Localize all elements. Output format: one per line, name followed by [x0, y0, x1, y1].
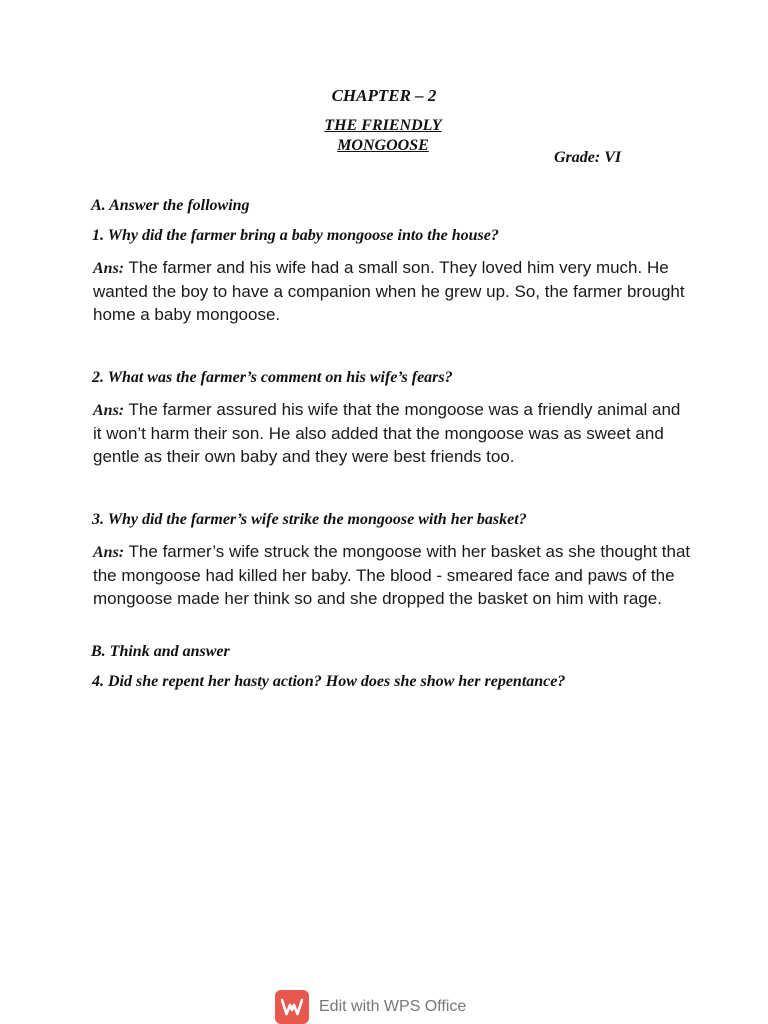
question-3: 3. Why did the farmer’s wife strike the mongoose with her basket? — [92, 511, 527, 528]
wps-logo-icon — [275, 990, 309, 1024]
question-2: 2. What was the farmer’s comment on his wife’s fears? — [92, 369, 453, 386]
answer-3 — [93, 540, 693, 610]
answer-1 — [93, 256, 693, 326]
section-b-heading: B. Think and answer — [91, 643, 230, 660]
page-title — [298, 116, 468, 156]
answer-2-text: The farmer assured his wife that the mongoose was a friendly animal and it won’t harm their son. He also added that the mongoose was as sweet and gentle as their own baby and they were best friends too. — [93, 400, 681, 466]
answer-2 — [93, 398, 693, 468]
wps-label: Edit with WPS Office — [319, 998, 467, 1015]
answer-3-text: The farmer’s wife struck the mongoose with her basket as she thought that the mongoose had killed her baby. The blood - smeared face and paws of the mongoose made her think so and she dropped the basket on him with rage. — [93, 542, 691, 608]
grade-label: Grade: VI — [554, 149, 622, 166]
chapter-heading — [0, 86, 768, 106]
ans-label: Ans: — [93, 402, 125, 419]
edit-with-wps-button[interactable] — [275, 990, 466, 1024]
section-a-heading: A. Answer the following — [91, 197, 250, 214]
answer-1-text: The farmer and his wife had a small son. They loved him very much. He wanted the boy to have a companion when he grew up. So, the farmer brought home a baby mongoose. — [93, 258, 685, 324]
chapter-text: CHAPTER – 2 — [331, 86, 437, 105]
ans-label: Ans: — [93, 260, 125, 277]
title-line-2: MONGOOSE — [337, 137, 429, 154]
title-line-1: THE FRIENDLY — [324, 117, 442, 134]
ans-label: Ans: — [93, 544, 125, 561]
question-1: 1. Why did the farmer bring a baby mongoose into the house? — [92, 227, 499, 244]
question-4: 4. Did she repent her hasty action? How does she show her repentance? — [92, 673, 566, 690]
